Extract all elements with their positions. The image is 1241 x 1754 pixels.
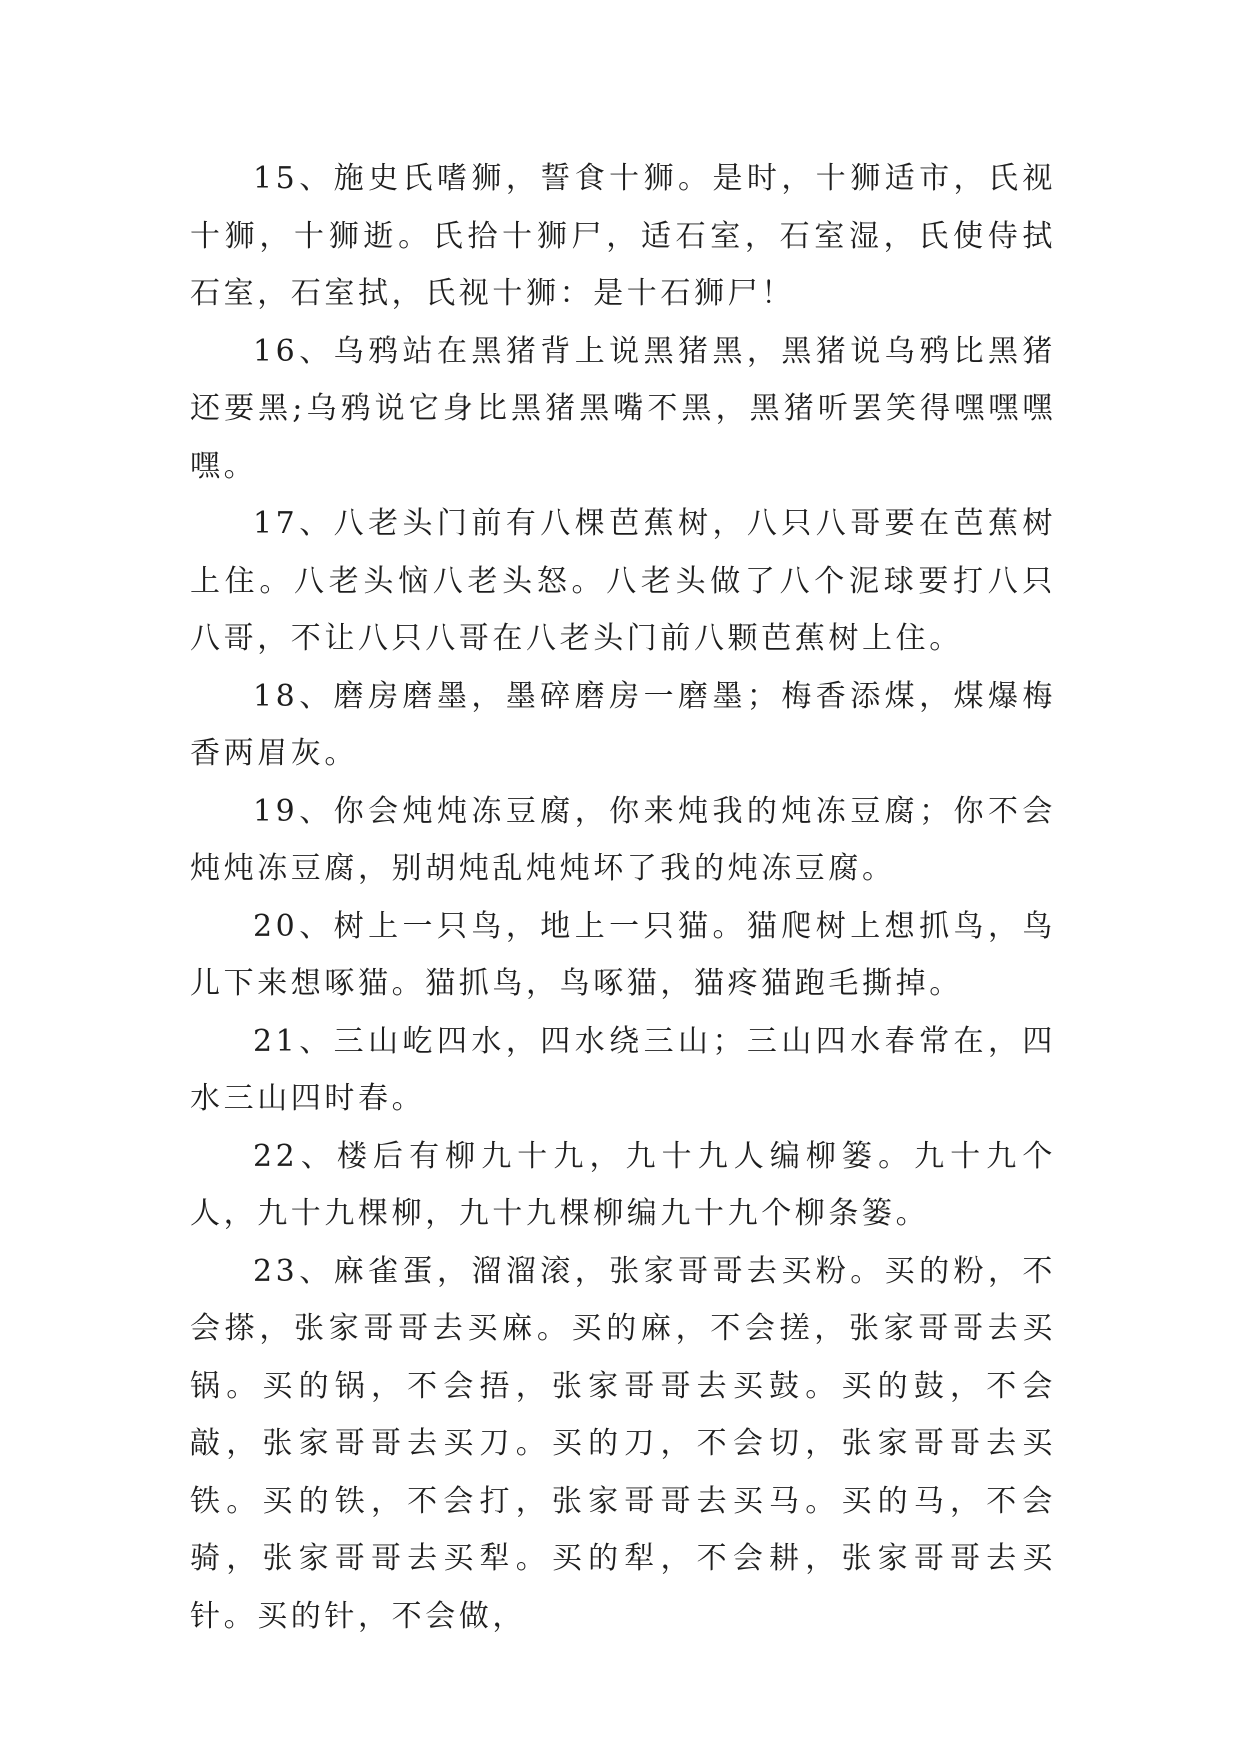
tongue-twister-22: 22、楼后有柳九十九，九十九人编柳篓。九十九个人，九十九棵柳，九十九棵柳编九十九个柳条篓。	[190, 1138, 1056, 1231]
tongue-twister-21: 21、三山屹四水，四水绕三山；三山四水春常在，四水三山四时春。	[190, 1023, 1056, 1116]
tongue-twister-16: 16、乌鸦站在黑猪背上说黑猪黑，黑猪说乌鸦比黑猪还要黑;乌鸦说它身比黑猪黑嘴不黑，黑猪听罢笑得嘿嘿嘿嘿。	[190, 333, 1056, 484]
tongue-twister-23: 23、麻雀蛋，溜溜滚，张家哥哥去买粉。买的粉，不会搽，张家哥哥去买麻。买的麻，不会搓，张家哥哥去买锅。买的锅，不会捂，张家哥哥去买鼓。买的鼓，不会敲，张家哥哥去买刀。买的刀，不会切，张家哥哥去买铁。买的铁，不会打，张家哥哥去买马。买的马，不会骑，张家哥哥去买犁。买的犁，不会耕，张家哥哥去买针。买的针，不会做，	[190, 1253, 1056, 1634]
tongue-twister-17: 17、八老头门前有八棵芭蕉树，八只八哥要在芭蕉树上住。八老头恼八老头怒。八老头做了八个泥球要打八只八哥，不让八只八哥在八老头门前八颗芭蕉树上住。	[190, 506, 1056, 656]
tongue-twister-20: 20、树上一只鸟，地上一只猫。猫爬树上想抓鸟，鸟儿下来想啄猫。猫抓鸟，鸟啄猫，猫疼猫跑毛撕掉。	[190, 908, 1056, 1001]
tongue-twister-15: 15、施史氏嗜狮，誓食十狮。是时，十狮适市，氏视十狮，十狮逝。氏拾十狮尸，适石室，石室湿，氏使侍拭石室，石室拭，氏视十狮：是十石狮尸！	[190, 161, 1056, 311]
tongue-twister-19: 19、你会炖炖冻豆腐，你来炖我的炖冻豆腐；你不会炖炖冻豆腐，别胡炖乱炖炖坏了我的炖冻豆腐。	[190, 793, 1056, 886]
document-page	[190, 150, 1056, 1645]
tongue-twister-18: 18、磨房磨墨，墨碎磨房一磨墨；梅香添煤，煤爆梅香两眉灰。	[190, 678, 1056, 771]
